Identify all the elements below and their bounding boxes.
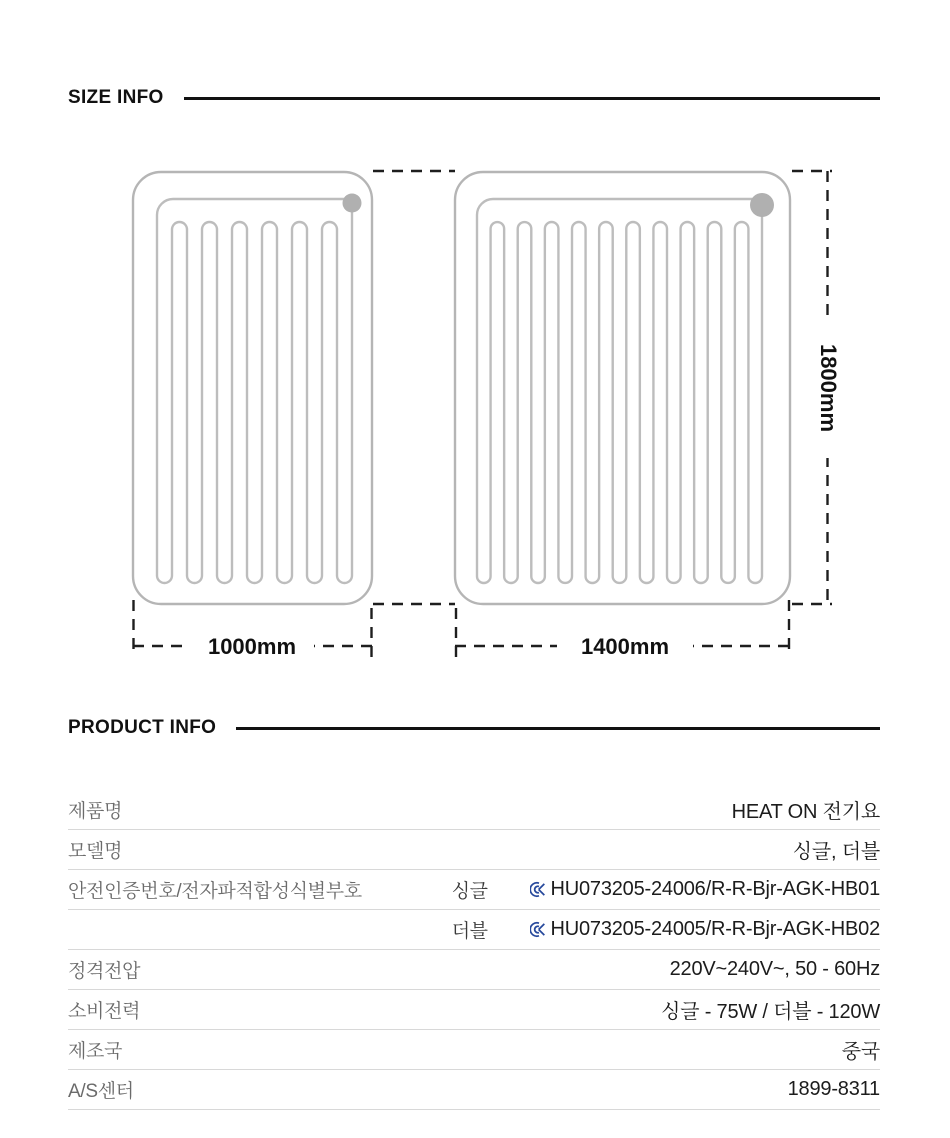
spec-row-product-name	[68, 790, 880, 830]
product-info-rule	[236, 727, 880, 730]
spec-value: 220V~240V~, 50 - 60Hz	[669, 958, 880, 980]
spec-sub-label: 싱글	[451, 881, 488, 902]
mat-double	[455, 172, 790, 604]
spec-value: HU073205-24005/R-R-Bjr-AGK-HB02	[550, 918, 880, 940]
spec-value: HEAT ON 전기요	[731, 801, 880, 823]
spec-value: 1899-8311	[787, 1078, 880, 1100]
spec-row-country-of-origin	[68, 1030, 880, 1070]
spec-value: 싱글 - 75W / 더블 - 120W	[661, 1001, 880, 1023]
mat-single	[133, 172, 372, 604]
spec-value: 싱글, 더블	[792, 841, 880, 863]
mat-double-cord-connector	[750, 193, 774, 217]
product-info-header	[68, 717, 880, 739]
spec-row-certification-double	[68, 910, 880, 950]
spec-label: 안전인증번호/전자파적합성식별부호	[68, 881, 362, 902]
spec-value: 중국	[841, 1041, 880, 1063]
spec-row-as-center	[68, 1070, 880, 1110]
spec-sub-label: 더블	[451, 921, 488, 942]
spec-label: A/S센터	[68, 1081, 134, 1102]
size-info-title: SIZE INFO	[68, 87, 164, 108]
mat-single-cord-connector	[343, 194, 362, 213]
spec-label: 소비전력	[68, 1001, 141, 1022]
kc-certification-icon	[530, 921, 546, 938]
dim-height-label: 1800mm	[816, 343, 841, 433]
kc-certification-icon	[530, 881, 546, 898]
product-info-title: PRODUCT INFO	[68, 717, 217, 738]
spec-label: 제품명	[68, 801, 123, 822]
spec-row-model-name	[68, 830, 880, 870]
spec-label: 제조국	[68, 1041, 123, 1062]
spec-row-rated-voltage	[68, 950, 880, 990]
spec-row-power-consumption	[68, 990, 880, 1030]
spec-label: 모델명	[68, 841, 123, 862]
spec-value: HU073205-24006/R-R-Bjr-AGK-HB01	[550, 878, 880, 900]
spec-label: 정격전압	[68, 961, 141, 982]
spec-table	[68, 790, 880, 1110]
dim-width-large-label: 1400mm	[580, 634, 670, 659]
spec-row-certification-single	[68, 870, 880, 910]
dim-width-small-label: 1000mm	[207, 634, 297, 659]
